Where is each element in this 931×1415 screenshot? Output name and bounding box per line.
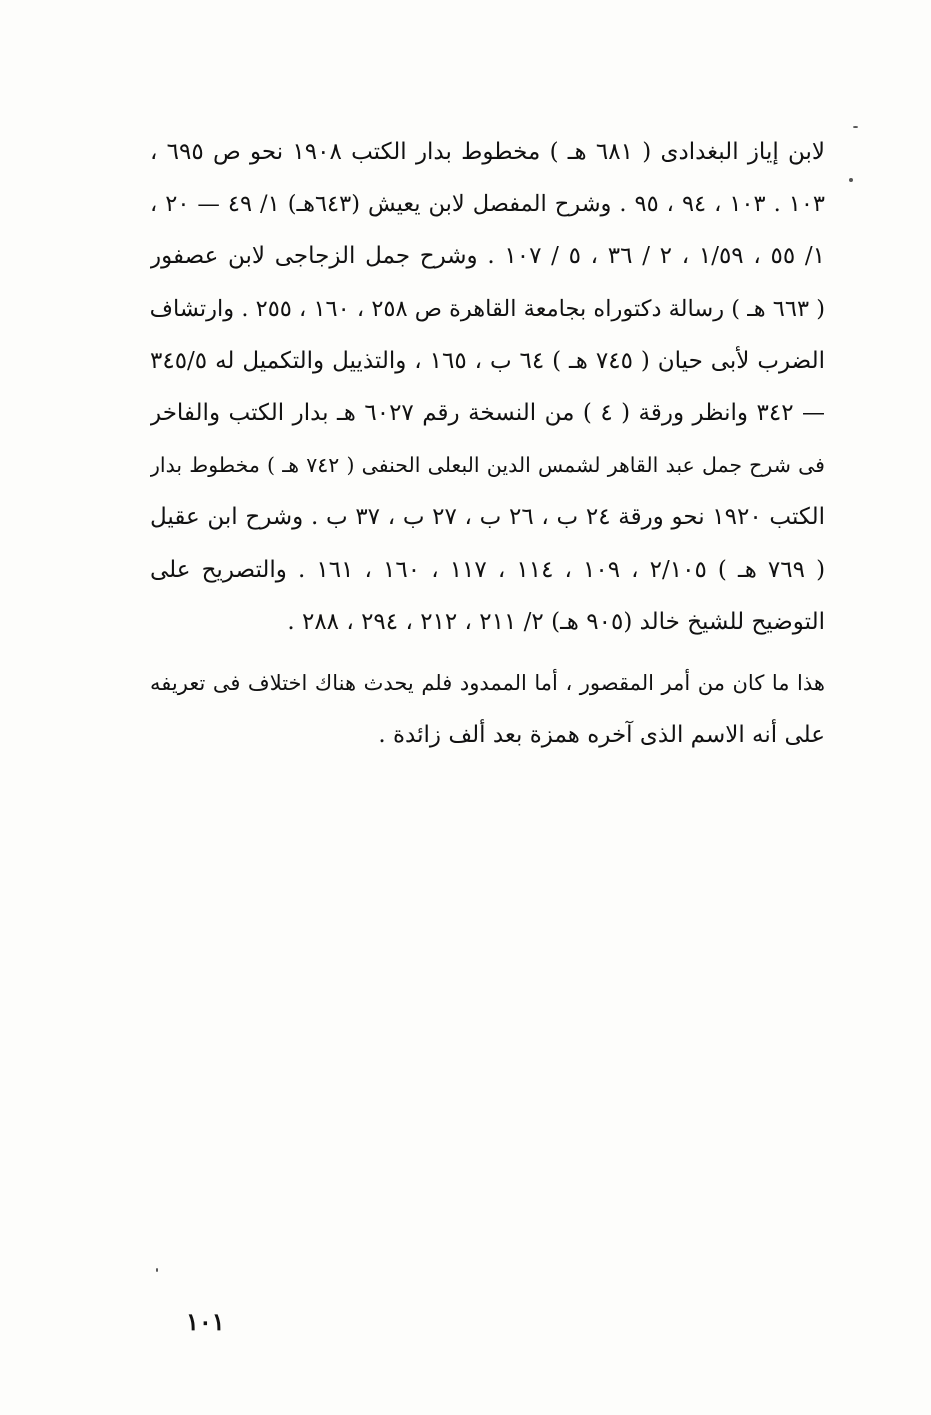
text-line: الضرب لأبى حيان ( ٧٤٥ هـ ) ٦٤ ب ، ١٦٥ ، والتذييل والتكميل له ٣٤٥/٥	[150, 347, 825, 374]
text-line: ١٠٣ . ١٠٣ ، ٩٤ ، ٩٥ . وشرح المفصل لابن يعيش (٦٤٣هـ) ١/ ٤٩ — ٢٠ ،	[150, 191, 825, 218]
text-line: ( ٧٦٩ هـ ) ٢/١٠٥ ، ١٠٩ ، ١١٤ ، ١١٧ ، ١٦٠ ، ١٦١ . والتصريح على	[150, 556, 825, 583]
page-number: ١٠١	[186, 1307, 225, 1336]
scan-speck	[849, 178, 853, 182]
text-line: — ٣٤٢ وانظر ورقة ( ٤ ) من النسخة رقم ٦٠٢٧ هـ بدار الكتب والفاخر	[150, 399, 825, 426]
text-line: لابن إياز البغدادى ( ٦٨١ هـ ) مخطوط بدار الكتب ١٩٠٨ نحو ص ٦٩٥ ،	[150, 139, 825, 165]
text-line: على أنه الاسم الذى آخره همزة بعد ألف زائدة .	[378, 722, 825, 749]
text-line: فى شرح جمل عبد القاهر لشمس الدين البعلى الحنفى ( ٧٤٢ هـ ) مخطوط بدار	[150, 453, 825, 478]
text-line: هذا ما كان من أمر المقصور ، أما الممدود فلم يحدث هناك اختلاف فى تعريفه	[150, 671, 825, 695]
text-line: ( ٦٦٣ هـ ) رسالة دكتوراه بجامعة القاهرة ص ٢٥٨ ، ١٦٠ ، ٢٥٥ . وارتشاف	[150, 295, 825, 322]
scan-speck	[853, 126, 858, 128]
text-line: الكتب ١٩٢٠ نحو ورقة ٢٤ ب ، ٢٦ ب ، ٢٧ ب ، ٣٧ ب . وشرح ابن عقيل	[150, 504, 825, 531]
footnote-paragraph	[150, 126, 825, 648]
text-line: التوضيح للشيخ خالد (٩٠٥ هـ) ٢/ ٢١١ ، ٢١٢ ، ٢٩٤ ، ٢٨٨ .	[287, 608, 825, 635]
body-paragraph	[150, 657, 825, 761]
scan-speck	[156, 1268, 158, 1272]
text-line: ١/ ٥٥ ، ١/٥٩ ، ٢ / ٣٦ ، ٥ / ١٠٧ . وشرح جمل الزجاجى لابن عصفور	[150, 243, 825, 270]
